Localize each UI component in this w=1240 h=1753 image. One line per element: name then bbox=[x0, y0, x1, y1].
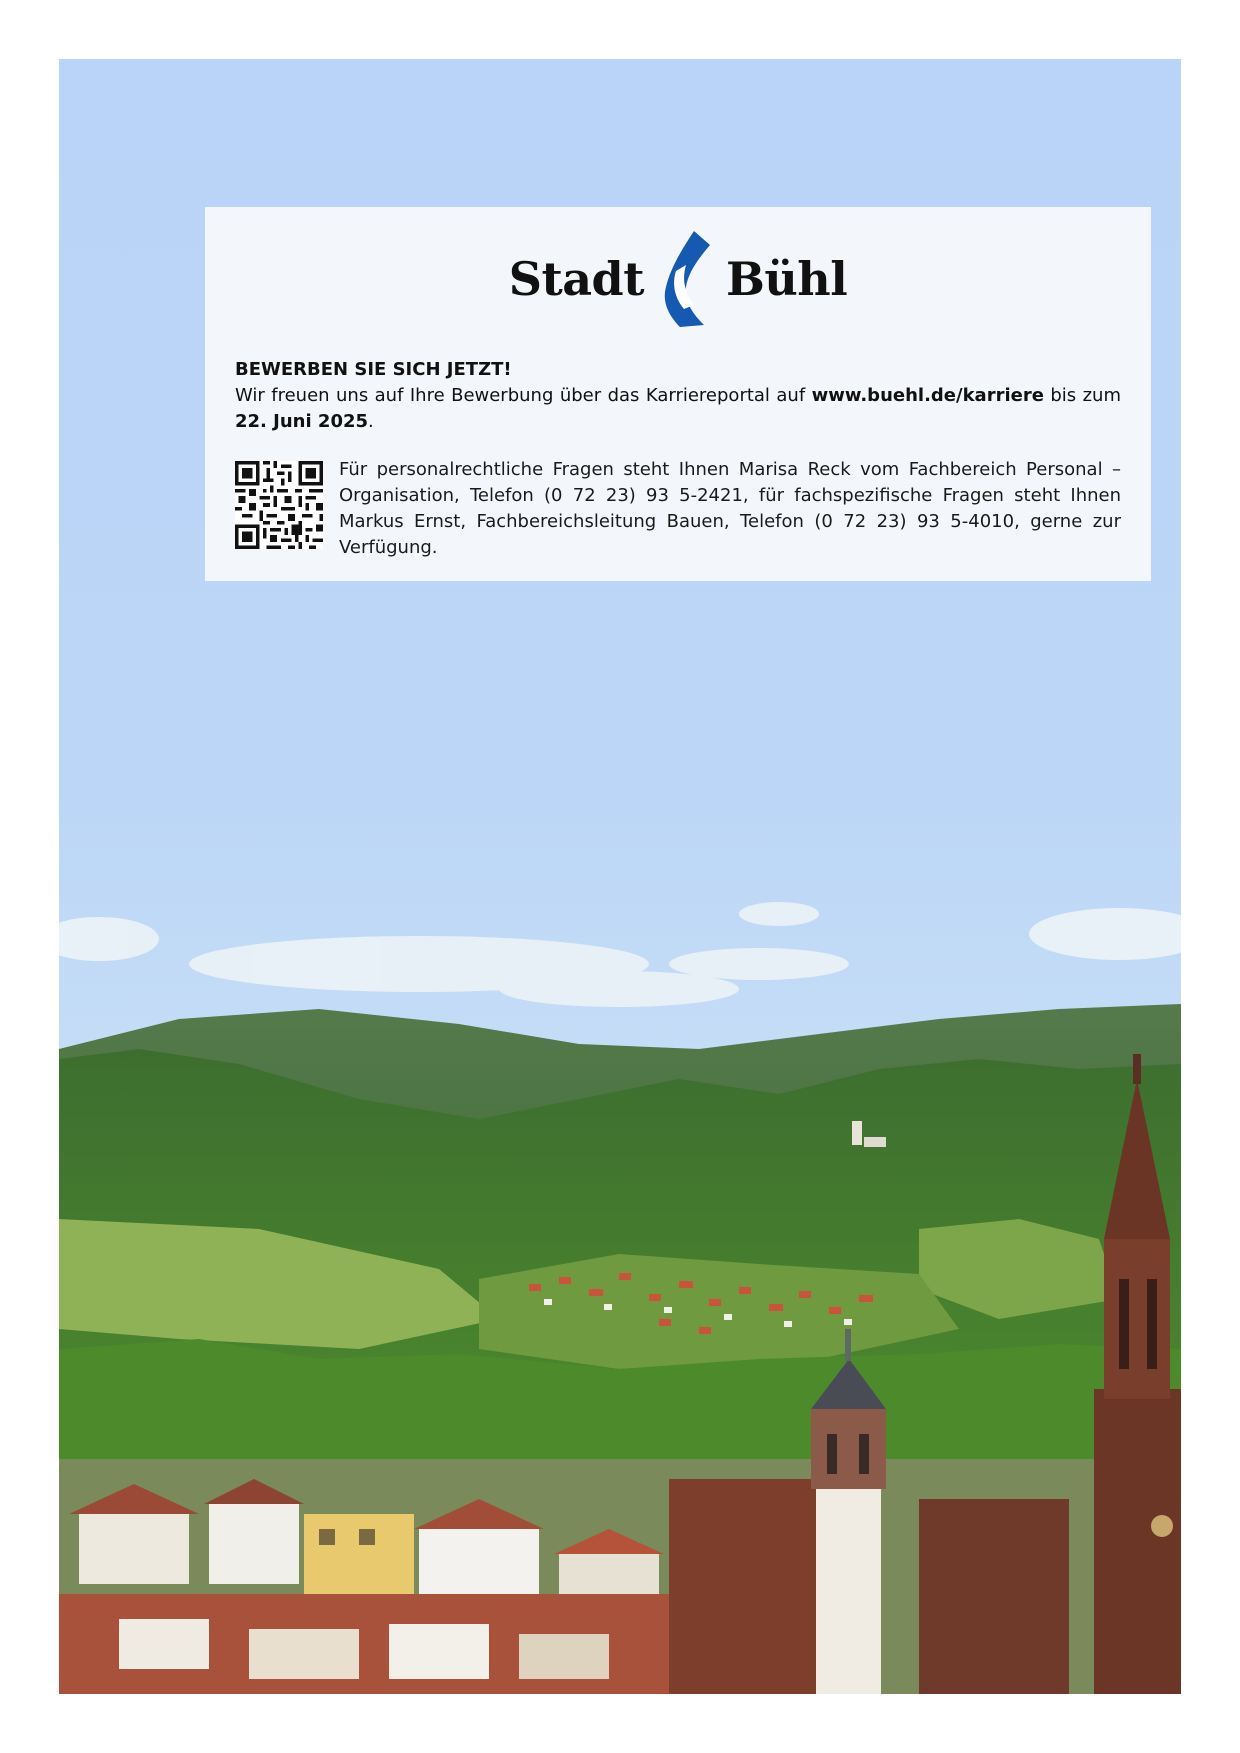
career-portal-link[interactable]: www.buehl.de/karriere bbox=[811, 385, 1044, 406]
qr-code-icon[interactable] bbox=[235, 461, 323, 549]
poster-background bbox=[59, 59, 1181, 1694]
city-logo-icon bbox=[654, 229, 716, 329]
contact-section bbox=[235, 457, 1121, 561]
cta-text-middle: bis zum bbox=[1043, 385, 1122, 406]
town-buildings bbox=[59, 1459, 1181, 1694]
logo-word-stadt: Stadt bbox=[508, 252, 644, 306]
stadt-buehl-logo bbox=[205, 229, 1151, 329]
application-deadline: 22. Juni 2025 bbox=[235, 411, 369, 432]
clouds bbox=[59, 902, 1181, 1007]
cta-heading: BEWERBEN SIE SICH JETZT! bbox=[235, 359, 512, 380]
contact-text: Für personalrechtliche Fragen steht Ihnen Marisa Reck vom Fachbereich Personal – Organisation, Telefon (0 72 23) 93 5-2421, für fachspezifische Fragen steht Ihnen Markus Ernst, Fachbereichsleitung Bauen, Telefon (0 72 23) 93 5-4010, gerne zur Verfügung. bbox=[339, 459, 1121, 558]
logo-word-buehl: Bühl bbox=[725, 252, 848, 306]
cta-text bbox=[235, 383, 1121, 435]
cta-text-before: Wir freuen uns auf Ihre Bewerbung über das Karriereportal auf bbox=[235, 385, 812, 406]
call-to-action bbox=[235, 357, 1121, 435]
cta-text-end: . bbox=[368, 411, 374, 432]
job-info-box bbox=[205, 207, 1151, 581]
